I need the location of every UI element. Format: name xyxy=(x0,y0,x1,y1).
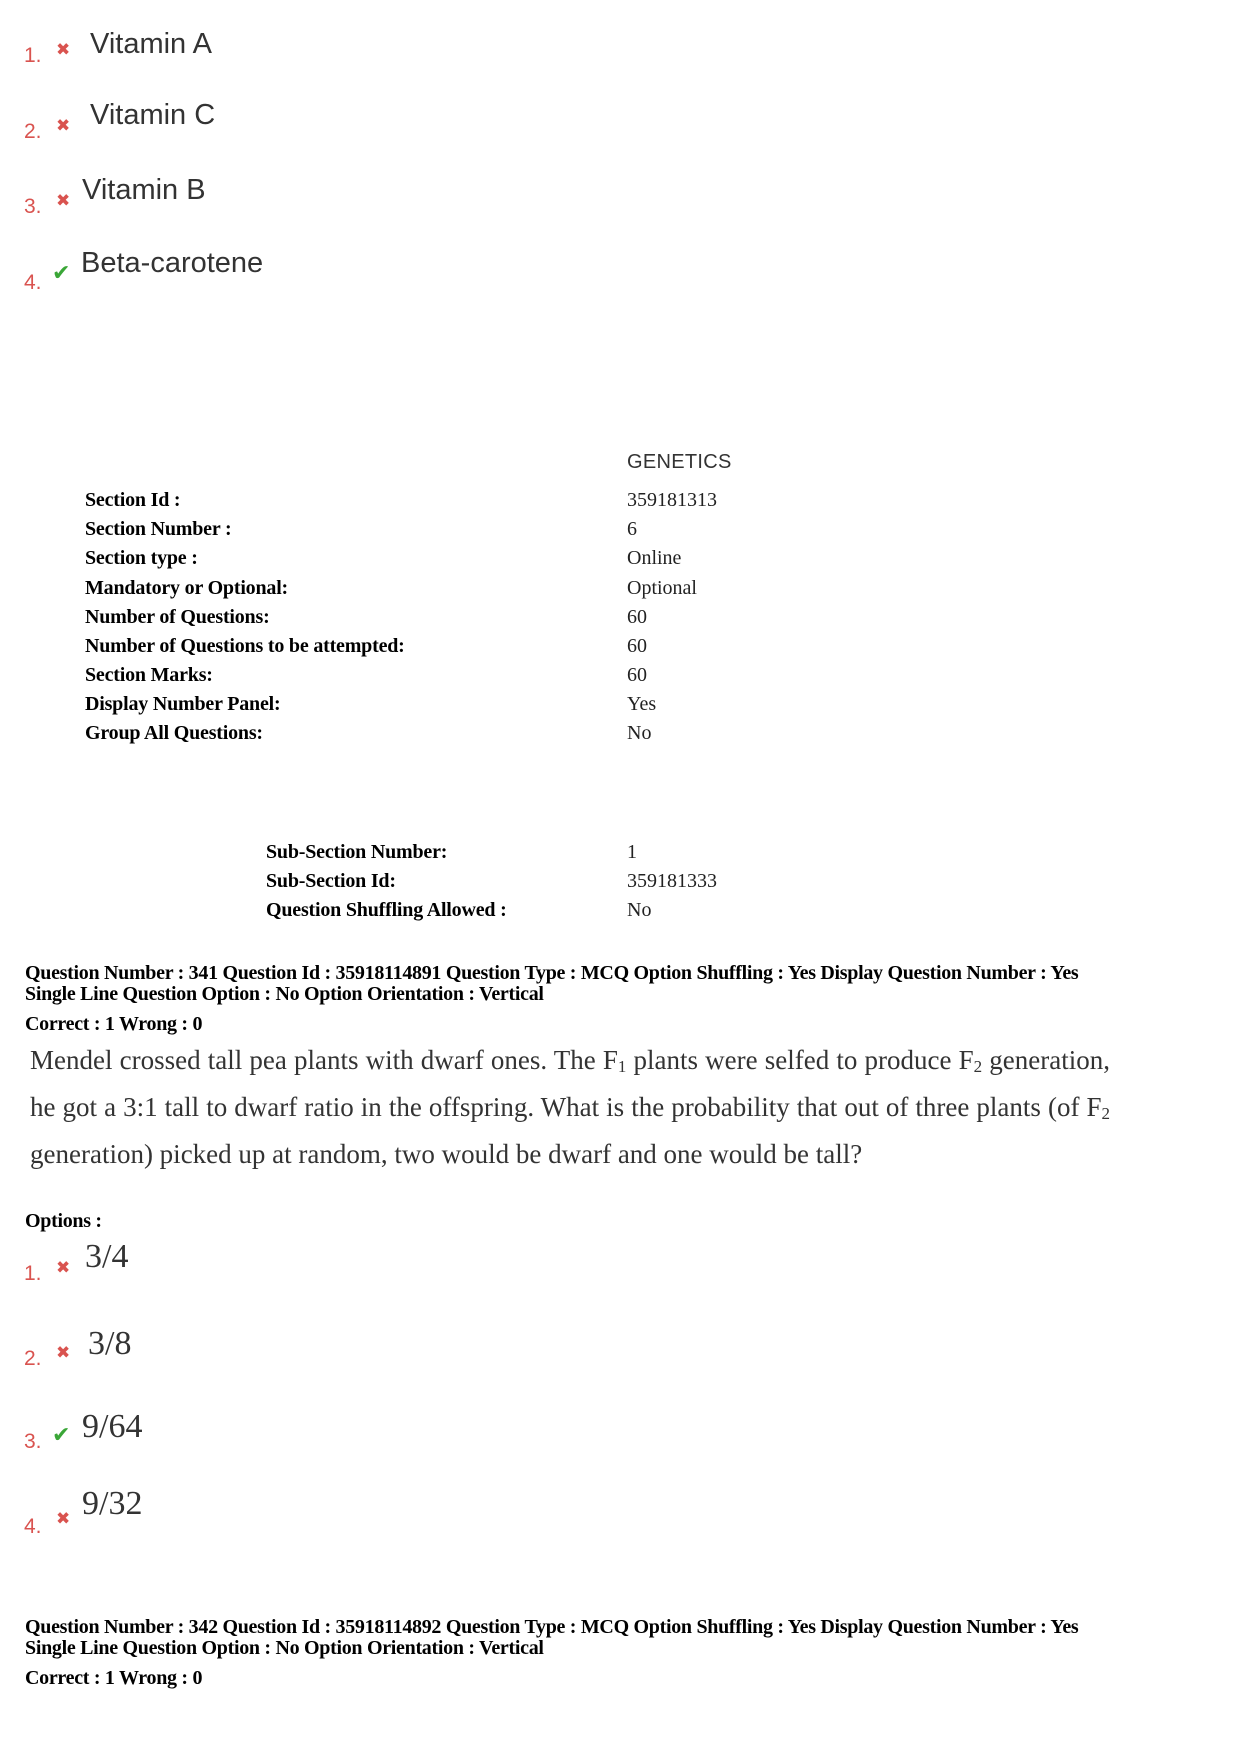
q341-text-part: plants were selfed to produce F xyxy=(626,1045,974,1075)
section-title: GENETICS xyxy=(627,451,732,473)
display-panel-label: Display Number Panel: xyxy=(85,693,281,715)
option-number: 2. xyxy=(24,1347,42,1370)
option-text: Vitamin C xyxy=(90,99,216,131)
wrong-mark-icon: ✖ xyxy=(56,1258,71,1278)
option-text: 3/8 xyxy=(88,1325,132,1362)
q342-meta-line-2: Single Line Question Option : No Option Orientation : Vertical xyxy=(25,1637,544,1659)
check-mark-icon: ✔ xyxy=(52,261,71,286)
subsection-id-value: 359181333 xyxy=(627,870,717,892)
wrong-mark-icon: ✖ xyxy=(56,40,71,60)
mandatory-label: Mandatory or Optional: xyxy=(85,577,289,599)
option-text: 3/4 xyxy=(85,1238,129,1275)
subsection-id-label: Sub-Section Id: xyxy=(266,870,396,892)
num-attempted-value: 60 xyxy=(627,635,647,657)
shuffling-allowed-value: No xyxy=(627,899,652,921)
group-questions-value: No xyxy=(627,722,652,744)
section-marks-label: Section Marks: xyxy=(85,664,213,686)
q341-meta-line-1: Question Number : 341 Question Id : 35918114891 Question Type : MCQ Option Shuffling : Yes Display Question Number : Yes xyxy=(25,962,1079,984)
num-attempted-label: Number of Questions to be attempted: xyxy=(85,635,405,657)
option-text: Beta-carotene xyxy=(81,247,264,279)
section-id-value: 359181313 xyxy=(627,489,717,511)
q342-marks: Correct : 1 Wrong : 0 xyxy=(25,1667,203,1689)
q341-meta-line-2: Single Line Question Option : No Option Orientation : Vertical xyxy=(25,983,544,1005)
option-number: 4. xyxy=(24,271,42,294)
q341-text-part: generation, he got a 3:1 tall to dwarf ratio in the offspring. What is the probability that out of three plants (of F xyxy=(30,1045,1110,1122)
option-number: 4. xyxy=(24,1515,42,1538)
option-text: Vitamin A xyxy=(90,28,212,60)
section-marks-value: 60 xyxy=(627,664,647,686)
section-id-label: Section Id : xyxy=(85,489,181,511)
display-panel-value: Yes xyxy=(627,693,657,715)
option-number: 1. xyxy=(24,1262,42,1285)
option-number: 2. xyxy=(24,120,42,143)
section-type-label: Section type : xyxy=(85,547,198,569)
mandatory-value: Optional xyxy=(627,577,697,599)
q341-options-label: Options : xyxy=(25,1210,102,1232)
option-number: 1. xyxy=(24,44,42,67)
q341-subscript: 1 xyxy=(617,1057,627,1076)
wrong-mark-icon: ✖ xyxy=(56,1343,71,1363)
q341-question-text xyxy=(30,1040,1110,1174)
num-questions-label: Number of Questions: xyxy=(85,606,270,628)
wrong-mark-icon: ✖ xyxy=(56,116,71,136)
wrong-mark-icon: ✖ xyxy=(56,1509,71,1529)
section-number-label: Section Number : xyxy=(85,518,232,540)
q341-text-part: Mendel crossed tall pea plants with dwarf ones. The F xyxy=(30,1045,618,1075)
q341-marks: Correct : 1 Wrong : 0 xyxy=(25,1013,203,1035)
q342-meta-line-1: Question Number : 342 Question Id : 35918114892 Question Type : MCQ Option Shuffling : Yes Display Question Number : Yes xyxy=(25,1616,1079,1638)
section-number-value: 6 xyxy=(627,518,637,540)
wrong-mark-icon: ✖ xyxy=(56,191,71,211)
subsection-number-label: Sub-Section Number: xyxy=(266,841,448,863)
group-questions-label: Group All Questions: xyxy=(85,722,263,744)
q341-text-part: generation) picked up at random, two would be dwarf and one would be tall? xyxy=(30,1139,863,1169)
num-questions-value: 60 xyxy=(627,606,647,628)
q341-subscript: 2 xyxy=(1101,1104,1110,1123)
option-number: 3. xyxy=(24,195,42,218)
option-text: 9/64 xyxy=(82,1408,143,1445)
option-text: Vitamin B xyxy=(82,174,206,206)
subsection-number-value: 1 xyxy=(627,841,637,863)
option-number: 3. xyxy=(24,1430,42,1453)
option-text: 9/32 xyxy=(82,1485,143,1522)
section-type-value: Online xyxy=(627,547,682,569)
q341-subscript: 2 xyxy=(973,1057,983,1076)
shuffling-allowed-label: Question Shuffling Allowed : xyxy=(266,899,507,921)
check-mark-icon: ✔ xyxy=(52,1423,71,1448)
